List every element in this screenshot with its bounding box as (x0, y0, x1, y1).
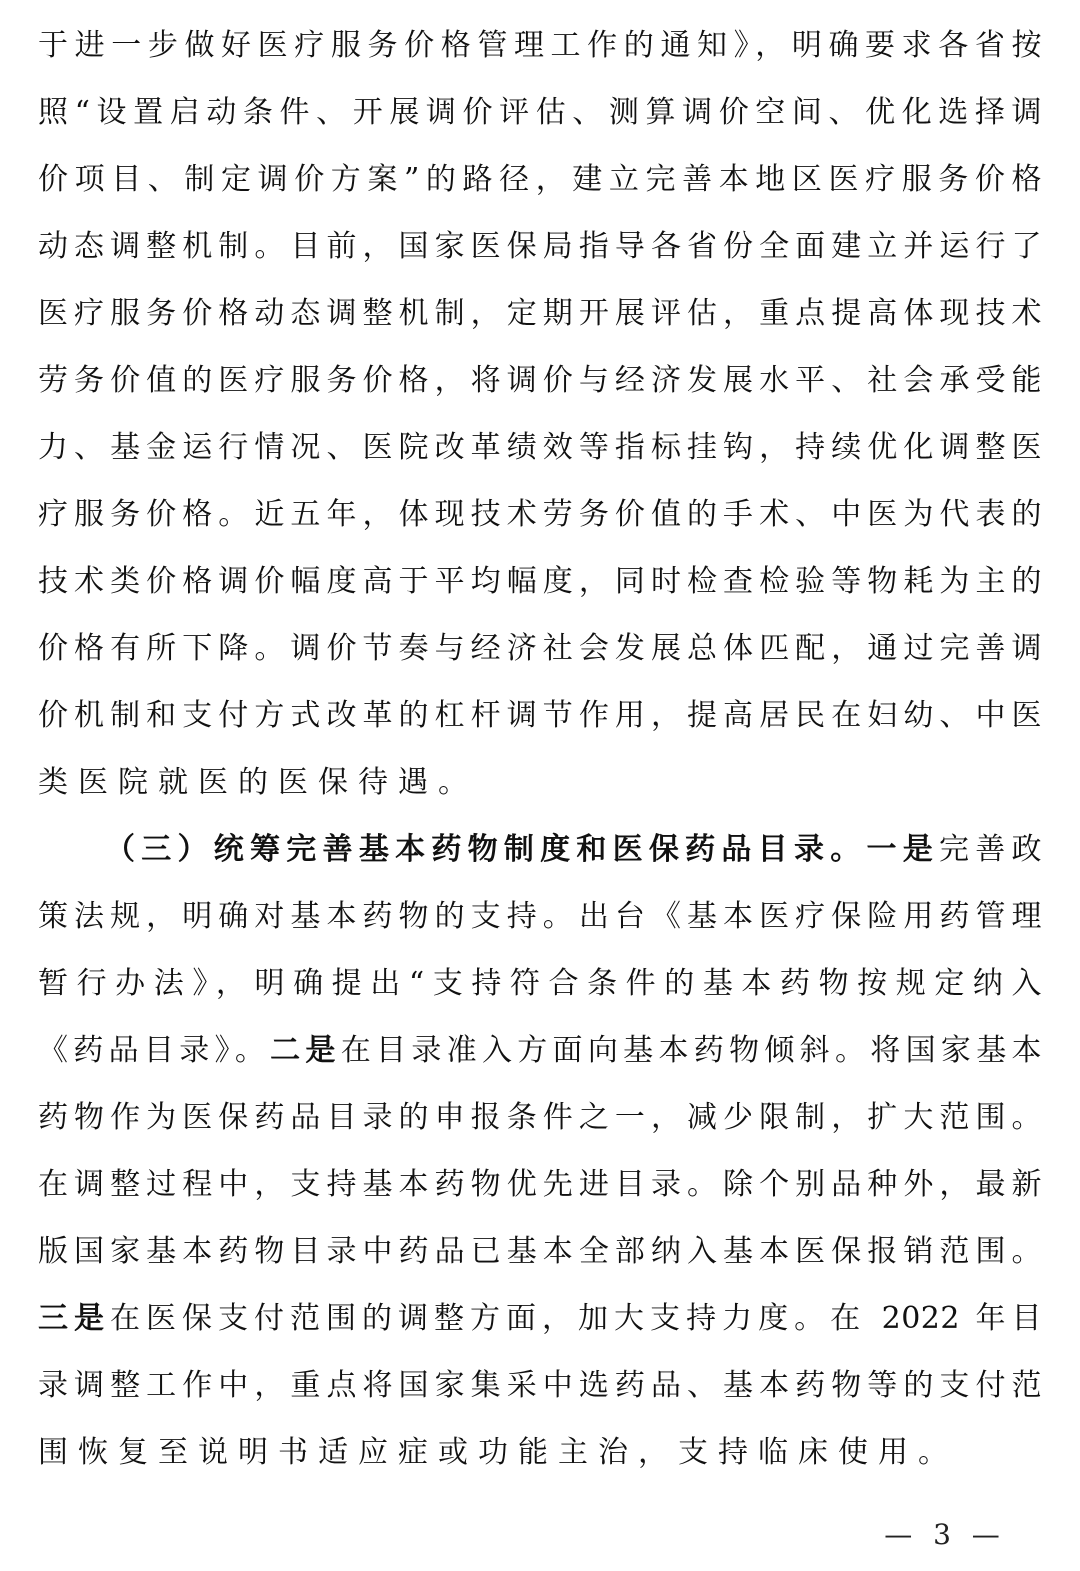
paragraph-text: 《药品目录》。 (38, 1033, 271, 1068)
point-label-three: 三是 (38, 1301, 111, 1336)
paragraph-line: 医疗服务价格动态调整机制，定期开展评估，重点提高体现技术 (38, 296, 1042, 331)
paragraph-line: 药物作为医保药品目录的申报条件之一，减少限制，扩大范围。 (38, 1100, 1042, 1135)
point-label-two: 二是 (270, 1033, 341, 1068)
paragraph-line: 劳务价值的医疗服务价格，将调价与经济发展水平、社会承受能 (38, 363, 1042, 398)
point-label-one: 一是 (866, 832, 939, 867)
paragraph-line: 力、基金运行情况、医院改革绩效等指标挂钩，持续优化调整医 (38, 430, 1042, 465)
section-heading: （三）统筹完善基本药物制度和医保药品目录。 (105, 832, 867, 867)
paragraph-line: 版国家基本药物目录中药品已基本全部纳入基本医保报销范围。 (38, 1234, 1042, 1269)
paragraph-line: 疗服务价格。近五年，体现技术劳务价值的手术、中医为代表的 (38, 497, 1042, 532)
paragraph-line: 暂行办法》，明确提出“支持符合条件的基本药物按规定纳入 (38, 966, 1042, 1001)
section-heading-line (105, 830, 1042, 870)
paragraph-line: 围恢复至说明书适应症或功能主治，支持临床使用。 (38, 1435, 958, 1470)
paragraph-line (38, 1031, 1042, 1071)
paragraph-line: 录调整工作中，重点将国家集采中选药品、基本药物等的支付范 (38, 1368, 1042, 1403)
paragraph-line: 于进一步做好医疗服务价格管理工作的通知》，明确要求各省按 (38, 28, 1042, 63)
paragraph-line: 类医院就医的医保待遇。 (38, 765, 478, 800)
paragraph-line (38, 1299, 1042, 1339)
paragraph-text: 完善政 (939, 832, 1043, 867)
paragraph-line: 在调整过程中，支持基本药物优先进目录。除个别品种外，最新 (38, 1167, 1042, 1202)
paragraph-line: 价项目、制定调价方案”的路径，建立完善本地区医疗服务价格 (38, 162, 1042, 197)
paragraph-line: 价机制和支付方式改革的杠杆调节作用，提高居民在妇幼、中医 (38, 698, 1042, 733)
paragraph-line: 技术类价格调价幅度高于平均幅度，同时检查检验等物耗为主的 (38, 564, 1042, 599)
paragraph-line: 价格有所下降。调价节奏与经济社会发展总体匹配，通过完善调 (38, 631, 1042, 666)
paragraph-line: 动态调整机制。目前，国家医保局指导各省份全面建立并运行了 (38, 229, 1042, 264)
paragraph-text: 在目录准入方面向基本药物倾斜。将国家基本 (340, 1033, 1043, 1068)
paragraph-line: 照“设置启动条件、开展调价评估、测算调价空间、优化选择调 (38, 95, 1042, 130)
paragraph-text: 在医保支付范围的调整方面，加大支持力度。在 2022 年目 (110, 1301, 1043, 1336)
paragraph-line: 策法规，明确对基本药物的支持。出台《基本医疗保险用药管理 (38, 899, 1042, 934)
page-number: — 3 — (884, 1518, 1006, 1551)
